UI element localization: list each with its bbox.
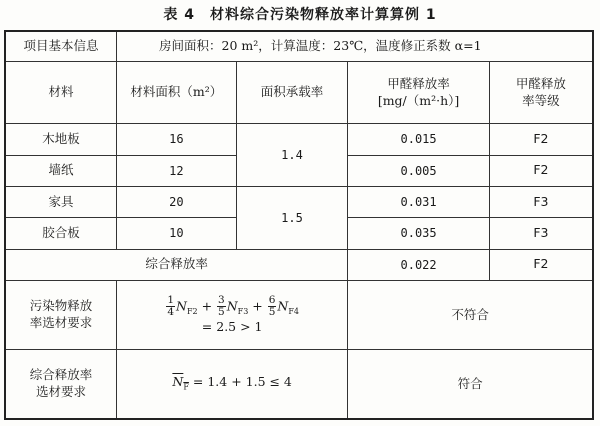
row-grade: F2 bbox=[489, 124, 593, 155]
row-material: 家具 bbox=[5, 187, 117, 218]
subscript-f2: F2 bbox=[186, 306, 198, 316]
header-area: 材料面积（m²） bbox=[117, 61, 237, 124]
row-grade: F2 bbox=[489, 155, 593, 186]
row-load-rate: 1.5 bbox=[236, 187, 348, 250]
row-emission: 0.031 bbox=[348, 187, 490, 218]
info-row bbox=[5, 31, 593, 61]
row-emission: 0.015 bbox=[348, 124, 490, 155]
header-grade bbox=[489, 61, 593, 124]
header-grade-line2: 率等级 bbox=[522, 92, 560, 108]
info-label: 项目基本信息 bbox=[5, 31, 117, 61]
nf-overline: $N_F$ bbox=[172, 374, 189, 392]
row-material: 木地板 bbox=[5, 124, 117, 155]
combined-grade: F2 bbox=[489, 249, 593, 280]
fraction-2: $\frac{3}{5}$ bbox=[218, 293, 225, 319]
row-load-rate: 1.4 bbox=[236, 124, 348, 187]
info-text: 房间面积：20 m²，计算温度：23℃，温度修正系数 α=1 bbox=[117, 31, 593, 61]
header-row bbox=[5, 61, 593, 124]
row-area: 12 bbox=[117, 155, 237, 186]
req2-verdict: 符合 bbox=[348, 350, 593, 419]
table-row bbox=[5, 187, 593, 218]
req2-label-line2: 选材要求 bbox=[36, 384, 87, 400]
row-grade: F3 bbox=[489, 218, 593, 249]
row-emission: 0.035 bbox=[348, 218, 490, 249]
row-material: 墙纸 bbox=[5, 155, 117, 186]
req1-verdict: 不符合 bbox=[348, 281, 593, 350]
header-emission-line2: [mg/（m²·h）] bbox=[377, 92, 460, 108]
combined-emission: 0.022 bbox=[348, 249, 490, 280]
req1-label bbox=[5, 281, 117, 350]
req2-formula bbox=[117, 350, 348, 419]
header-material: 材料 bbox=[5, 61, 117, 124]
req1-label-line2: 率选材要求 bbox=[29, 315, 93, 331]
header-emission bbox=[348, 61, 490, 124]
row-area: 10 bbox=[117, 218, 237, 249]
req2-expr: = 1.4 + 1.5 ≤ 4 bbox=[192, 374, 292, 390]
req1-result: = 2.5 > 1 bbox=[201, 318, 263, 334]
row-material: 胶合板 bbox=[5, 218, 117, 249]
combined-label: 综合释放率 bbox=[5, 249, 348, 280]
emission-calculation-table bbox=[4, 30, 594, 420]
combined-row bbox=[5, 249, 593, 280]
subscript-f3: F3 bbox=[237, 306, 249, 316]
req1-formula: $\frac{1}{4}$ $N_{F2}$ + $\frac{3}{5}$ $N_{F3}$ + $\frac{6}{5}$ $N_{F4}$ = 2.5 > 1 bbox=[117, 281, 348, 350]
row-grade: F3 bbox=[489, 187, 593, 218]
table-row bbox=[5, 124, 593, 155]
table-caption: 表 4 材料综合污染物释放率计算算例 1 bbox=[163, 7, 437, 23]
subscript-f4: F4 bbox=[288, 306, 299, 316]
row-emission: 0.005 bbox=[348, 155, 490, 186]
req1-label-line1: 污染物释放 bbox=[29, 298, 93, 314]
fraction-3: $\frac{6}{5}$ bbox=[268, 293, 276, 319]
req2-label bbox=[5, 350, 117, 419]
req2-label-line1: 综合释放率 bbox=[29, 367, 93, 383]
requirement-row-1 bbox=[5, 281, 593, 350]
header-load-rate: 面积承载率 bbox=[236, 61, 348, 124]
row-area: 16 bbox=[117, 124, 237, 155]
header-emission-line1: 甲醛释放率 bbox=[387, 75, 450, 91]
requirement-row-2 bbox=[5, 350, 593, 419]
row-area: 20 bbox=[117, 187, 237, 218]
header-grade-line1: 甲醛释放 bbox=[515, 75, 566, 91]
fraction-1: $\frac{1}{4}$ bbox=[167, 293, 175, 319]
